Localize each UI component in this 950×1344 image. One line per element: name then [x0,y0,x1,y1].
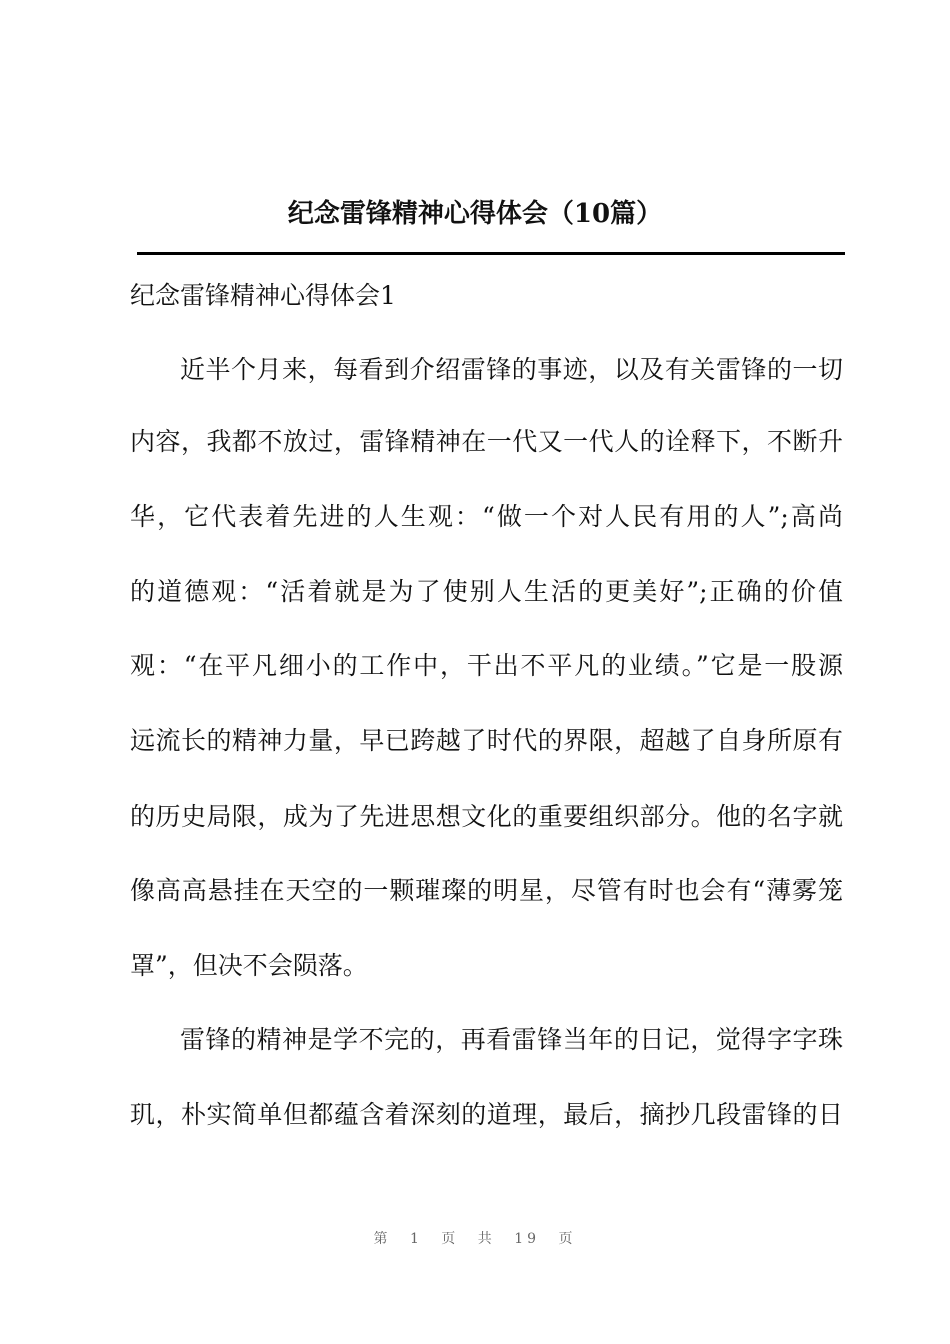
paragraph-line: 雷锋的精神是学不完的，再看雷锋当年的日记，觉得字字珠 [180,1025,843,1054]
document-title: 纪念雷锋精神心得体会（10篇） [287,199,663,229]
paragraph-line: 远流长的精神力量，早已跨越了时代的界限，超越了自身所原有 [130,726,843,755]
paragraph-line: 罩”，但决不会陨落。 [130,951,368,980]
paragraph-line: 的历史局限，成为了先进思想文化的重要组织部分。他的名字就 [130,802,843,831]
page-number-footer: 第 1 页 共 19 页 [373,1231,577,1247]
paragraph-line: 像高高悬挂在天空的一颗璀璨的明星，尽管有时也会有“薄雾笼 [130,876,843,905]
paragraph-line: 观：“在平凡细小的工作中，干出不平凡的业绩。”它是一股源 [130,651,843,680]
paragraph-line: 的道德观：“活着就是为了使别人生活的更美好”;正确的价值 [130,577,843,606]
paragraph-line: 内容，我都不放过，雷锋精神在一代又一代人的诠释下，不断升 [130,427,843,456]
paragraph-line: 华，它代表着先进的人生观：“做一个对人民有用的人”;高尚 [130,502,843,531]
paragraph-line: 近半个月来，每看到介绍雷锋的事迹，以及有关雷锋的一切 [180,355,843,384]
section-heading: 纪念雷锋精神心得体会1 [130,281,396,310]
paragraph-line: 玑，朴实简单但都蕴含着深刻的道理，最后，摘抄几段雷锋的日 [130,1100,843,1129]
title-underline-rule [137,252,845,255]
